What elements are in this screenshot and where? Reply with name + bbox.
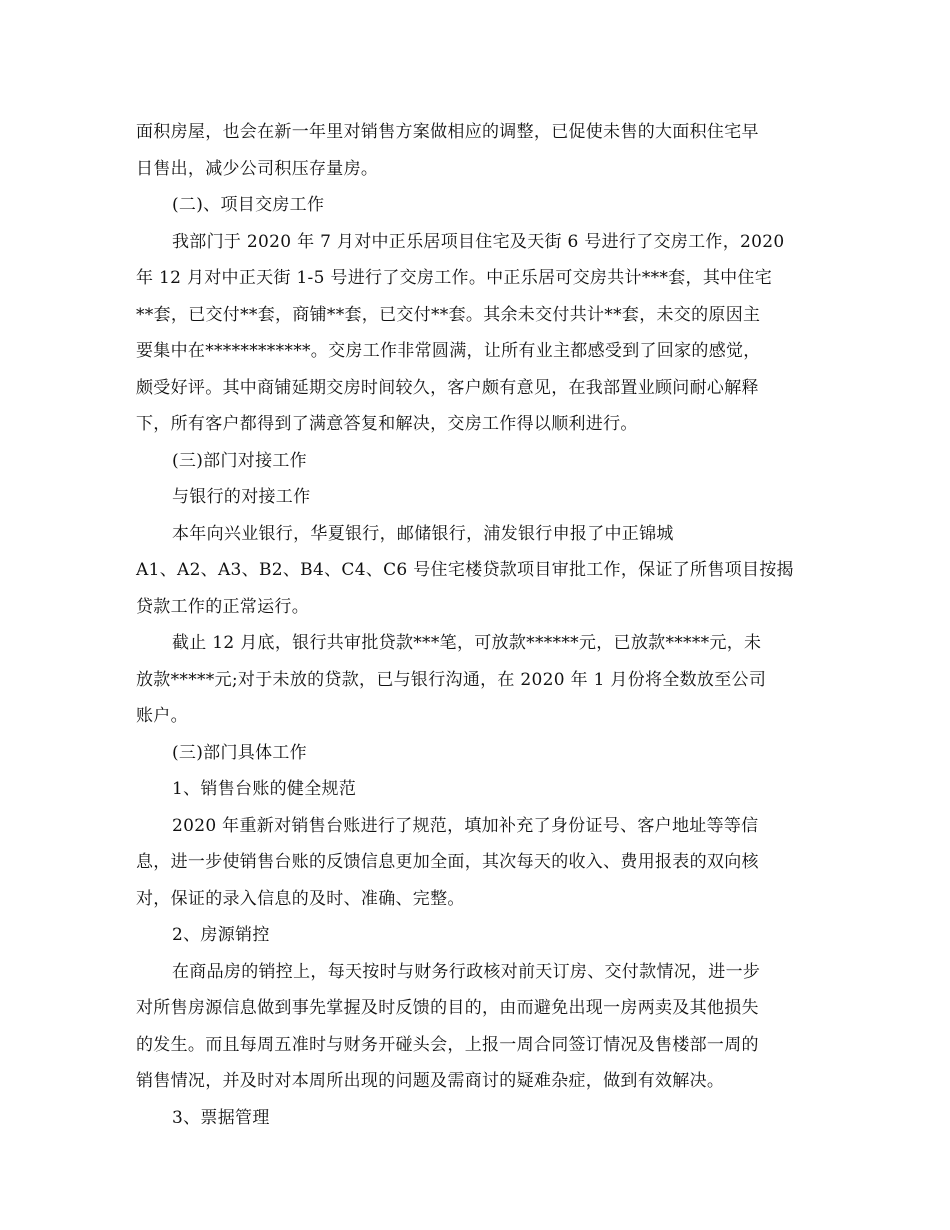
paragraph-line-indented: 与银行的对接工作 [172, 487, 311, 507]
paragraph-line-indented: 本年向兴业银行，华夏银行，邮储银行，浦发银行申报了中正锦城 [172, 523, 674, 544]
paragraph-line: 销售情况，并及时对本周所出现的问题及需商讨的疑难杂症，做到有效解决。 [136, 1071, 725, 1091]
paragraph-line: 对，保证的录入信息的及时、准确、完整。 [136, 888, 465, 909]
paragraph-line: 日售出，减少公司积压存量房。 [136, 158, 379, 179]
paragraph-line: **套，已交付**套，商铺**套，已交付**套。其余未交付共计**套，未交的原因主 [136, 304, 761, 325]
paragraph-line-indented: 3、票据管理 [172, 1107, 270, 1128]
paragraph-line-indented: 2、房源销控 [172, 925, 270, 945]
paragraph-line-indented: 1、销售台账的健全规范 [172, 779, 357, 799]
paragraph-line-indented: 我部门于 2020 年 7 月对中正乐居项目住宅及天街 6 号进行了交房工作，2020 [172, 231, 785, 252]
paragraph-line: 放款*****元;对于未放的贷款，已与银行沟通，在 2020 年 1 月份将全数放至公司 [136, 669, 767, 690]
paragraph-line-indented: 2020 年重新对销售台账进行了规范，填加补充了身份证号、客户地址等等信 [172, 815, 759, 836]
paragraph-line-indented: (三)部门具体工作 [172, 742, 307, 763]
paragraph-line: 对所售房源信息做到事先掌握及时反馈的目的，由而避免出现一房两卖及其他损失 [136, 998, 759, 1018]
paragraph-line: A1、A2、A3、B2、B4、C4、C6 号住宅楼贷款项目审批工作，保证了所售项目按揭 [136, 560, 794, 580]
paragraph-line-indented: (三)部门对接工作 [172, 450, 307, 471]
paragraph-line: 年 12 月对中正天街 1-5 号进行了交房工作。中正乐居可交房共计***套，其中住宅 [136, 268, 773, 288]
paragraph-line-indented: (二)、项目交房工作 [172, 195, 325, 215]
paragraph-line: 面积房屋，也会在新一年里对销售方案做相应的调整，已促使未售的大面积住宅早 [136, 122, 759, 142]
paragraph-line: 的发生。而且每周五准时与财务开碰头会，上报一周合同签订情况及售楼部一周的 [136, 1034, 759, 1055]
paragraph-line: 贷款工作的正常运行。 [136, 596, 309, 617]
paragraph-line-indented: 截止 12 月底，银行共审批贷款***笔，可放款******元，已放款*****元，未 [172, 633, 762, 653]
paragraph-line: 息，进一步使销售台账的反馈信息更加全面，其次每天的收入、费用报表的双向核 [136, 852, 759, 872]
paragraph-line: 颇受好评。其中商铺延期交房时间较久，客户颇有意见，在我部置业顾问耐心解释 [136, 377, 759, 398]
paragraph-line: 要集中在************。交房工作非常圆满，让所有业主都感受到了回家的感觉， [136, 341, 761, 361]
paragraph-line: 账户。 [136, 706, 188, 726]
paragraph-line-indented: 在商品房的销控上，每天按时与财务行政核对前天订房、交付款情况，进一步 [172, 961, 761, 982]
paragraph-line: 下，所有客户都得到了满意答复和解决，交房工作得以顺利进行。 [136, 414, 638, 434]
